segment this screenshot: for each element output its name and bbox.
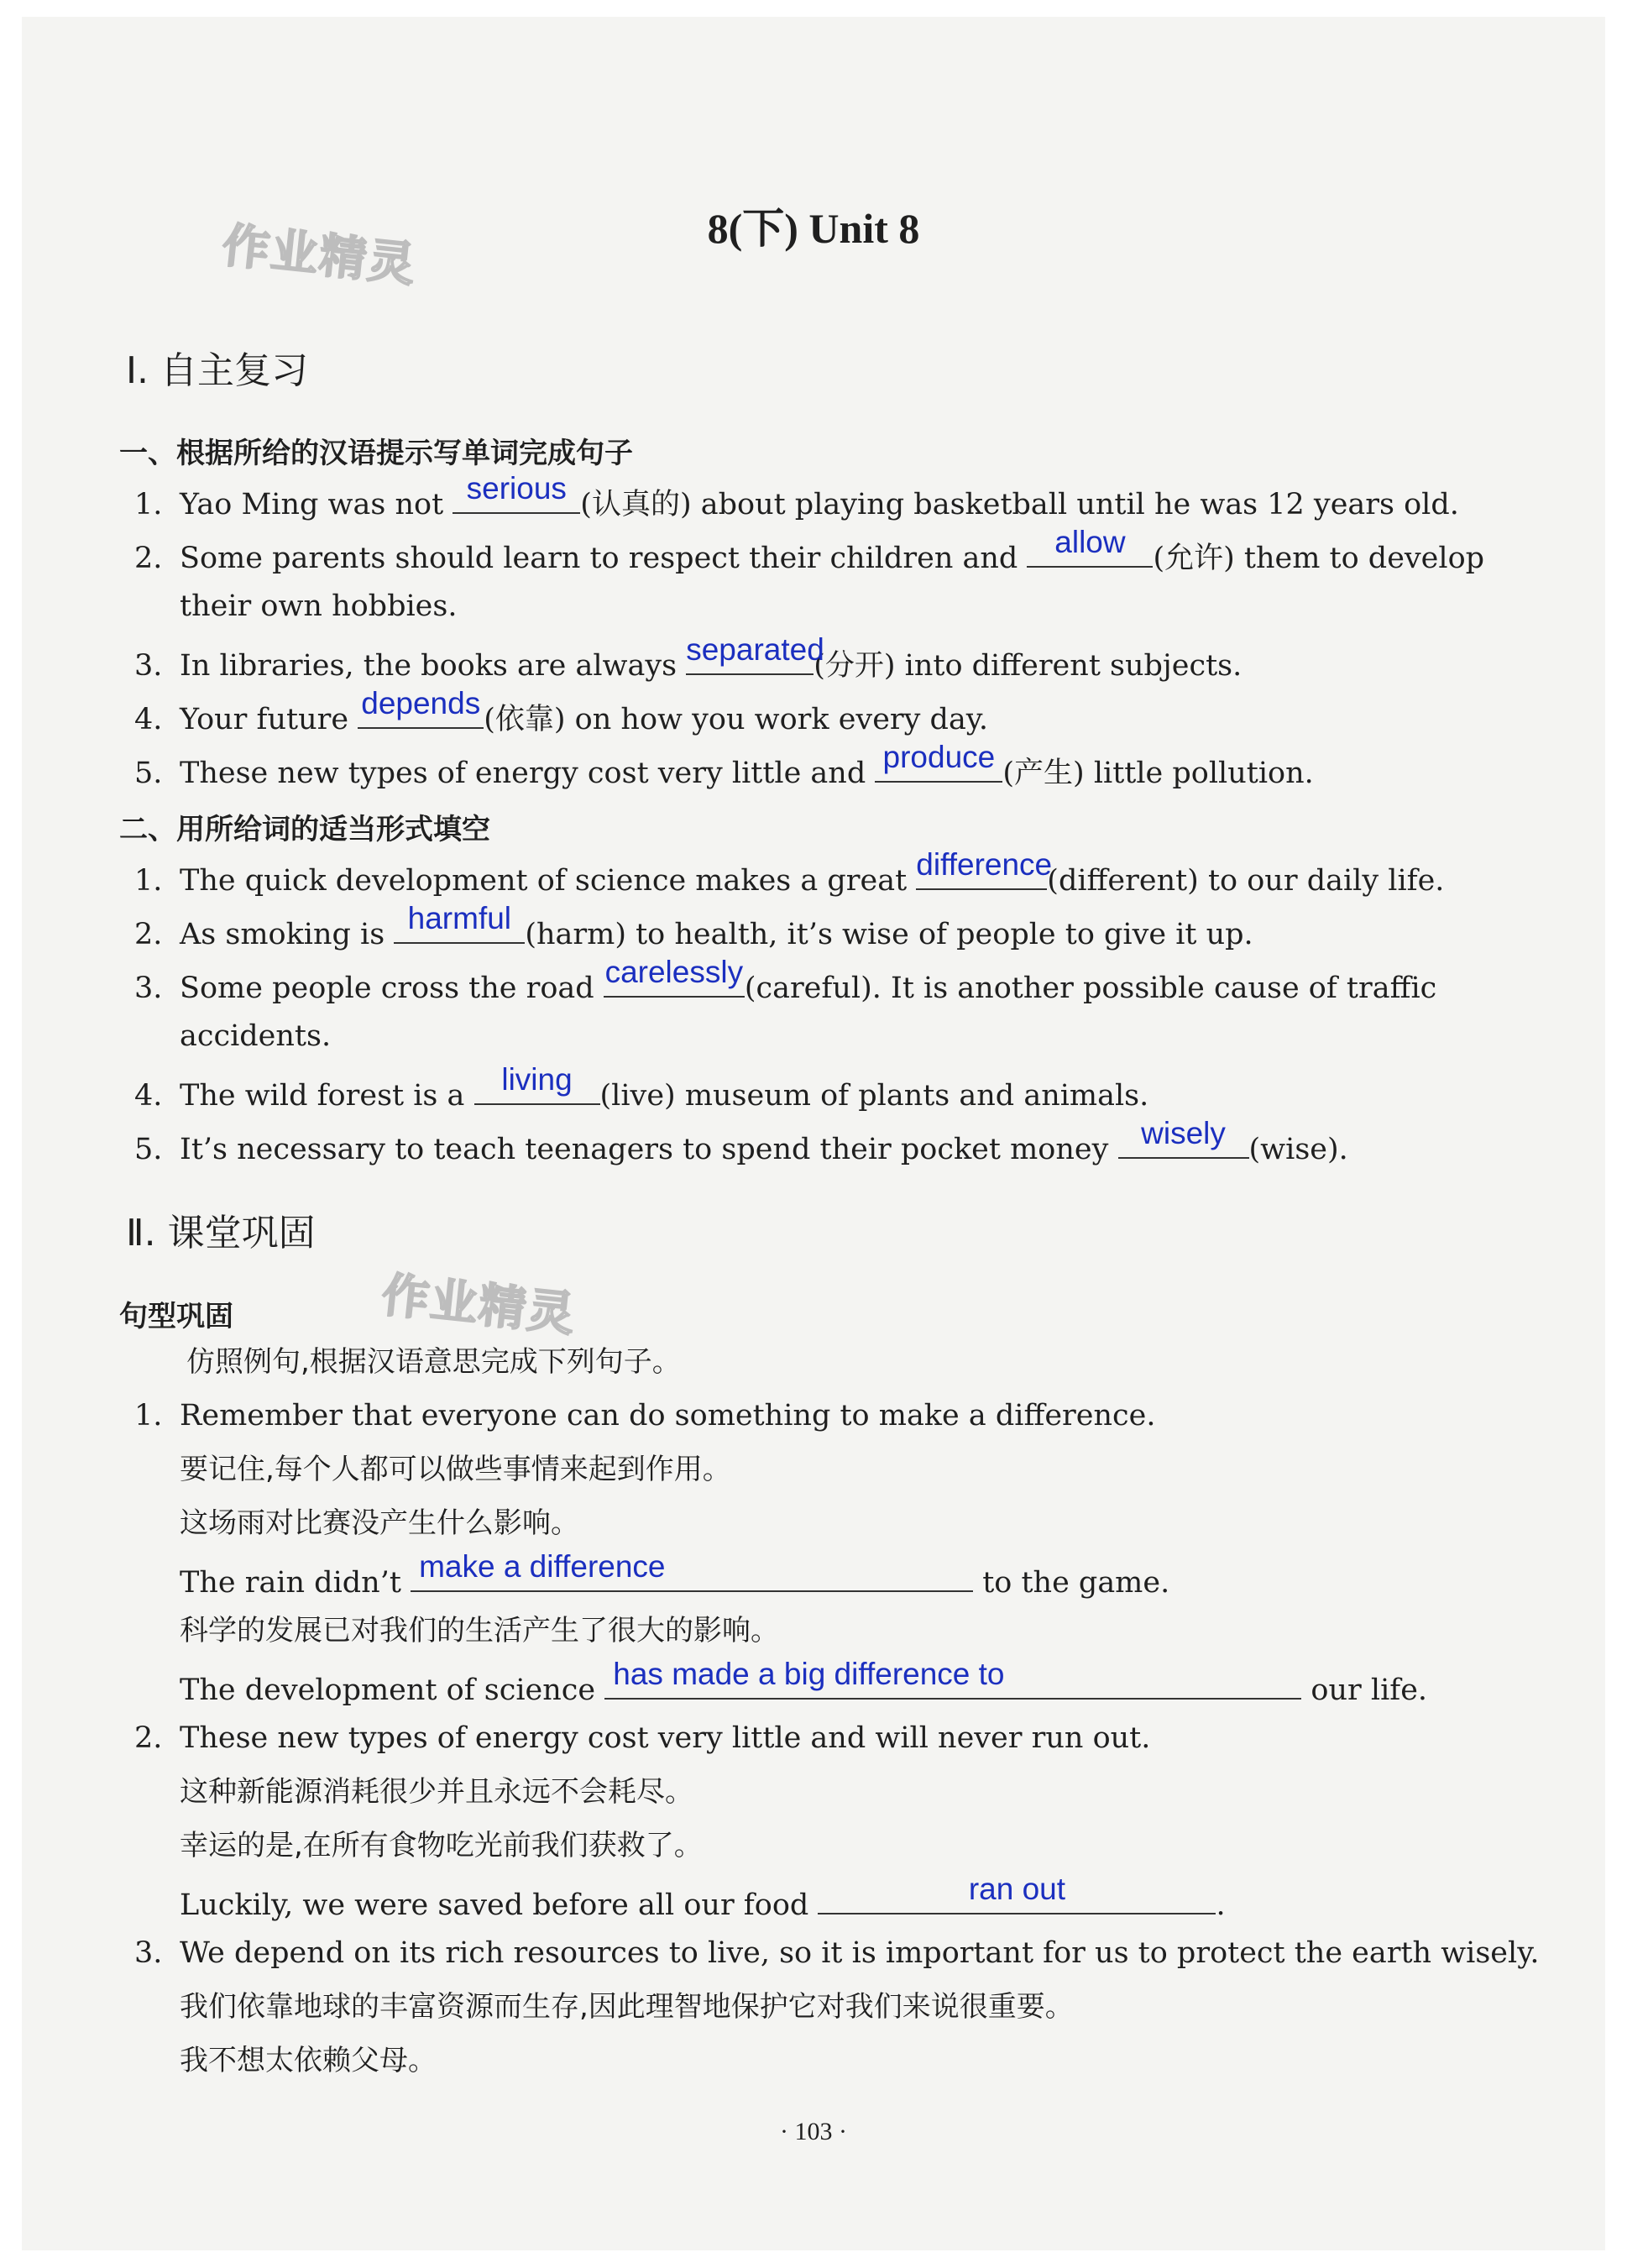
part-2-heading: 二、用所给词的适当形式填空	[119, 813, 490, 846]
sentence-text: The development of science	[180, 1674, 596, 1707]
watermark-top: 作业精灵	[219, 218, 420, 293]
answer-text: carelessly	[604, 955, 744, 989]
answer-blank[interactable]	[604, 1657, 1301, 1700]
pattern-2-q1	[180, 1872, 1226, 1924]
exercise-2-4	[134, 1062, 1476, 1114]
item-number: 5.	[134, 1133, 163, 1166]
sentence-text: (wise).	[1248, 1133, 1348, 1166]
exercise-1-2	[134, 525, 1485, 577]
exercise-1-1	[134, 471, 1476, 523]
answer-blank[interactable]	[604, 955, 745, 998]
answer-text: allow	[1054, 525, 1126, 559]
sentence-text: (允许) them to develop	[1153, 542, 1485, 575]
item-number: 1.	[134, 1399, 163, 1433]
item-number: 1.	[134, 488, 163, 521]
sentence-text: Some parents should learn to respect their children and	[180, 542, 1018, 575]
answer-blank[interactable]	[1118, 1116, 1249, 1159]
answer-blank[interactable]	[818, 1872, 1216, 1914]
item-number: 2.	[134, 918, 163, 951]
answer-text: produce	[882, 740, 996, 774]
answer-text: living	[501, 1062, 573, 1097]
example-sentence: Remember that everyone can do something to make a difference.	[180, 1399, 1156, 1433]
sentence-text: The rain didn’t	[180, 1566, 401, 1600]
answer-blank[interactable]	[474, 1062, 600, 1105]
sentence-text: (harm) to health, it’s wise of people to give it up.	[525, 918, 1253, 951]
exercise-2-1	[134, 847, 1476, 899]
section-2-heading: Ⅱ. 课堂巩固	[126, 1212, 316, 1254]
section-1-heading: Ⅰ. 自主复习	[126, 349, 308, 392]
sentence-text: As smoking is	[180, 918, 385, 951]
sentence-text: .	[1216, 1888, 1226, 1922]
sentence-text: These new types of energy cost very little and	[180, 757, 866, 790]
answer-text: wisely	[1141, 1116, 1226, 1150]
sentence-text: In libraries, the books are always	[180, 649, 677, 683]
item-number: 4.	[134, 1079, 163, 1113]
pattern-1-q1	[180, 1549, 1170, 1601]
exercise-1-2-continued: their own hobbies.	[180, 589, 458, 623]
example-sentence: We depend on its rich resources to live, so it is important for us to protect the earth wisely.	[180, 1936, 1540, 1970]
item-number: 2.	[134, 542, 163, 575]
exercise-2-3-continued: accidents.	[180, 1019, 332, 1053]
sentence-text: (产生) little pollution.	[1002, 757, 1314, 790]
sentence-text: (认真的) about playing basketball until he was 12 years old.	[580, 488, 1459, 521]
answer-text: serious	[466, 471, 567, 505]
sentence-text: to the game.	[982, 1566, 1170, 1600]
page-number: · 103 ·	[780, 2118, 847, 2145]
answer-blank[interactable]	[453, 471, 580, 514]
answer-blank[interactable]	[1027, 525, 1153, 568]
instruction: 仿照例句,根据汉语意思完成下列句子。	[186, 1345, 681, 1379]
sentence-text: (依靠) on how you work every day.	[484, 703, 989, 736]
watermark-middle: 作业精灵	[379, 1268, 579, 1343]
item-number: 3.	[134, 972, 163, 1005]
sentence-pattern-heading: 句型巩固	[119, 1300, 233, 1333]
answer-text: depends	[361, 686, 481, 720]
answer-text: make a difference	[419, 1549, 666, 1584]
sentence-text: It’s necessary to teach teenagers to spend their pocket money	[180, 1133, 1109, 1166]
exercise-1-4	[134, 686, 1476, 738]
sentence-text: (分开) into different subjects.	[814, 649, 1242, 683]
sentence-text: Your future	[180, 703, 349, 736]
pattern-3-q1-chinese: 我不想太依赖父母。	[180, 2044, 437, 2077]
sentence-text: Yao Ming was not	[180, 488, 444, 521]
pattern-1-example	[134, 1397, 1476, 1434]
sentence-text: (different) to our daily life.	[1047, 864, 1445, 898]
answer-text: difference	[916, 847, 1053, 882]
sentence-text: Some people cross the road	[180, 972, 594, 1005]
example-sentence: These new types of energy cost very little and will never run out.	[180, 1721, 1151, 1755]
pattern-2-q1-chinese: 幸运的是,在所有食物吃光前我们获救了。	[180, 1829, 703, 1862]
exercise-2-5	[134, 1116, 1476, 1168]
item-number: 1.	[134, 864, 163, 898]
exercise-2-2	[134, 901, 1476, 953]
item-number: 3.	[134, 649, 163, 683]
sentence-text: our life.	[1310, 1674, 1428, 1707]
item-number: 2.	[134, 1721, 163, 1755]
sentence-text: Luckily, we were saved before all our food	[180, 1888, 809, 1922]
answer-text: separated	[686, 632, 824, 667]
pattern-3-example	[134, 1935, 1540, 1972]
sentence-text: The quick development of science makes a great	[180, 864, 908, 898]
pattern-1-q1-chinese: 这场雨对比赛没产生什么影响。	[180, 1506, 579, 1540]
exercise-1-3	[134, 632, 1476, 684]
pattern-2-example	[134, 1720, 1476, 1757]
pattern-1-q2-chinese: 科学的发展已对我们的生活产生了很大的影响。	[180, 1614, 779, 1647]
answer-blank[interactable]	[358, 686, 484, 729]
answer-text: harmful	[407, 901, 512, 935]
pattern-3-example-translation: 我们依靠地球的丰富资源而生存,因此理智地保护它对我们来说很重要。	[180, 1990, 1074, 2024]
answer-blank[interactable]	[916, 847, 1053, 890]
exercise-1-5	[134, 740, 1476, 792]
part-1-heading: 一、根据所给的汉语提示写单词完成句子	[119, 437, 633, 470]
sentence-text: (live) museum of plants and animals.	[599, 1079, 1149, 1113]
answer-blank[interactable]	[394, 901, 525, 944]
item-number: 5.	[134, 757, 163, 790]
answer-blank[interactable]	[411, 1549, 973, 1592]
exercise-2-3	[134, 955, 1476, 1007]
item-number: 3.	[134, 1936, 163, 1970]
answer-blank[interactable]	[686, 632, 824, 675]
pattern-1-example-translation: 要记住,每个人都可以做些事情来起到作用。	[180, 1453, 731, 1486]
pattern-2-example-translation: 这种新能源消耗很少并且永远不会耗尽。	[180, 1775, 693, 1809]
sentence-text: The wild forest is a	[180, 1079, 465, 1113]
page-title: 8(下) Unit 8	[707, 205, 920, 252]
answer-blank[interactable]	[875, 740, 1002, 783]
answer-text: has made a big difference to	[613, 1657, 1005, 1691]
pattern-1-q2	[180, 1657, 1428, 1709]
item-number: 4.	[134, 703, 163, 736]
answer-text: ran out	[968, 1872, 1066, 1906]
sentence-text: (careful). It is another possible cause of traffic	[744, 972, 1437, 1005]
